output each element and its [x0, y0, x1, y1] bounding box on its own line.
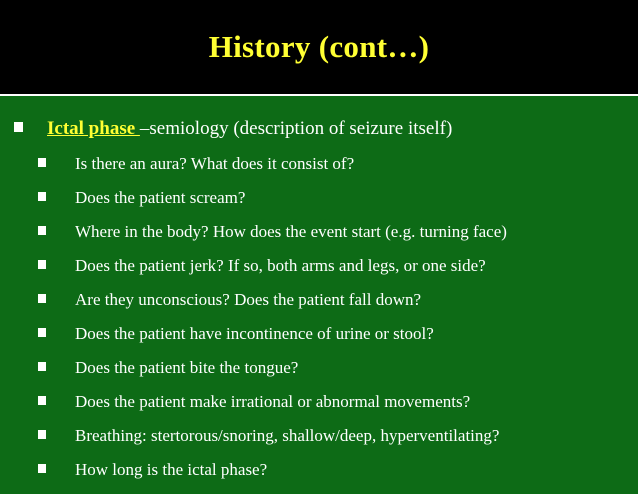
list-item [38, 460, 638, 494]
list-item [38, 358, 638, 392]
square-bullet-icon [38, 362, 46, 371]
list-item [38, 256, 638, 290]
square-bullet-icon [38, 260, 46, 269]
square-bullet-icon [38, 294, 46, 303]
main-bullet-heading: Ictal phase [47, 118, 140, 139]
list-item [38, 290, 638, 324]
square-bullet-icon [38, 226, 46, 235]
list-item-text: Where in the body? How does the event start (e.g. turning face) [75, 222, 507, 241]
slide-title: History (cont…) [208, 29, 430, 64]
list-item-text: Does the patient jerk? If so, both arms and legs, or one side? [75, 256, 486, 275]
list-item-text: Does the patient have incontinence of urine or stool? [75, 324, 434, 343]
header-divider [0, 94, 638, 96]
main-bullet-dash: – [139, 118, 150, 139]
list-item-text: Does the patient make irrational or abnormal movements? [75, 392, 471, 411]
square-bullet-icon [38, 328, 46, 337]
list-item [38, 222, 638, 256]
square-bullet-icon [38, 192, 46, 201]
list-item-text: How long is the ictal phase? [75, 460, 268, 479]
main-bullet-point [14, 118, 638, 140]
list-item [38, 188, 638, 222]
list-item-text: Is there an aura? What does it consist of? [75, 154, 355, 173]
list-item [38, 324, 638, 358]
list-item [38, 154, 638, 188]
list-item-text: Are they unconscious? Does the patient fall down? [75, 290, 422, 309]
title-bar [0, 0, 638, 94]
list-item [38, 426, 638, 460]
square-bullet-icon [38, 464, 46, 473]
square-bullet-icon [38, 158, 46, 167]
main-bullet-text: semiology (description of seizure itself) [149, 118, 453, 139]
list-item-text: Breathing: stertorous/snoring, shallow/deep, hyperventilating? [75, 426, 500, 445]
list-item-text: Does the patient bite the tongue? [75, 358, 299, 377]
list-item [38, 392, 638, 426]
sub-bullet-list [38, 154, 638, 494]
square-bullet-icon [14, 122, 23, 132]
square-bullet-icon [38, 430, 46, 439]
list-item-text: Does the patient scream? [75, 188, 246, 207]
square-bullet-icon [38, 396, 46, 405]
